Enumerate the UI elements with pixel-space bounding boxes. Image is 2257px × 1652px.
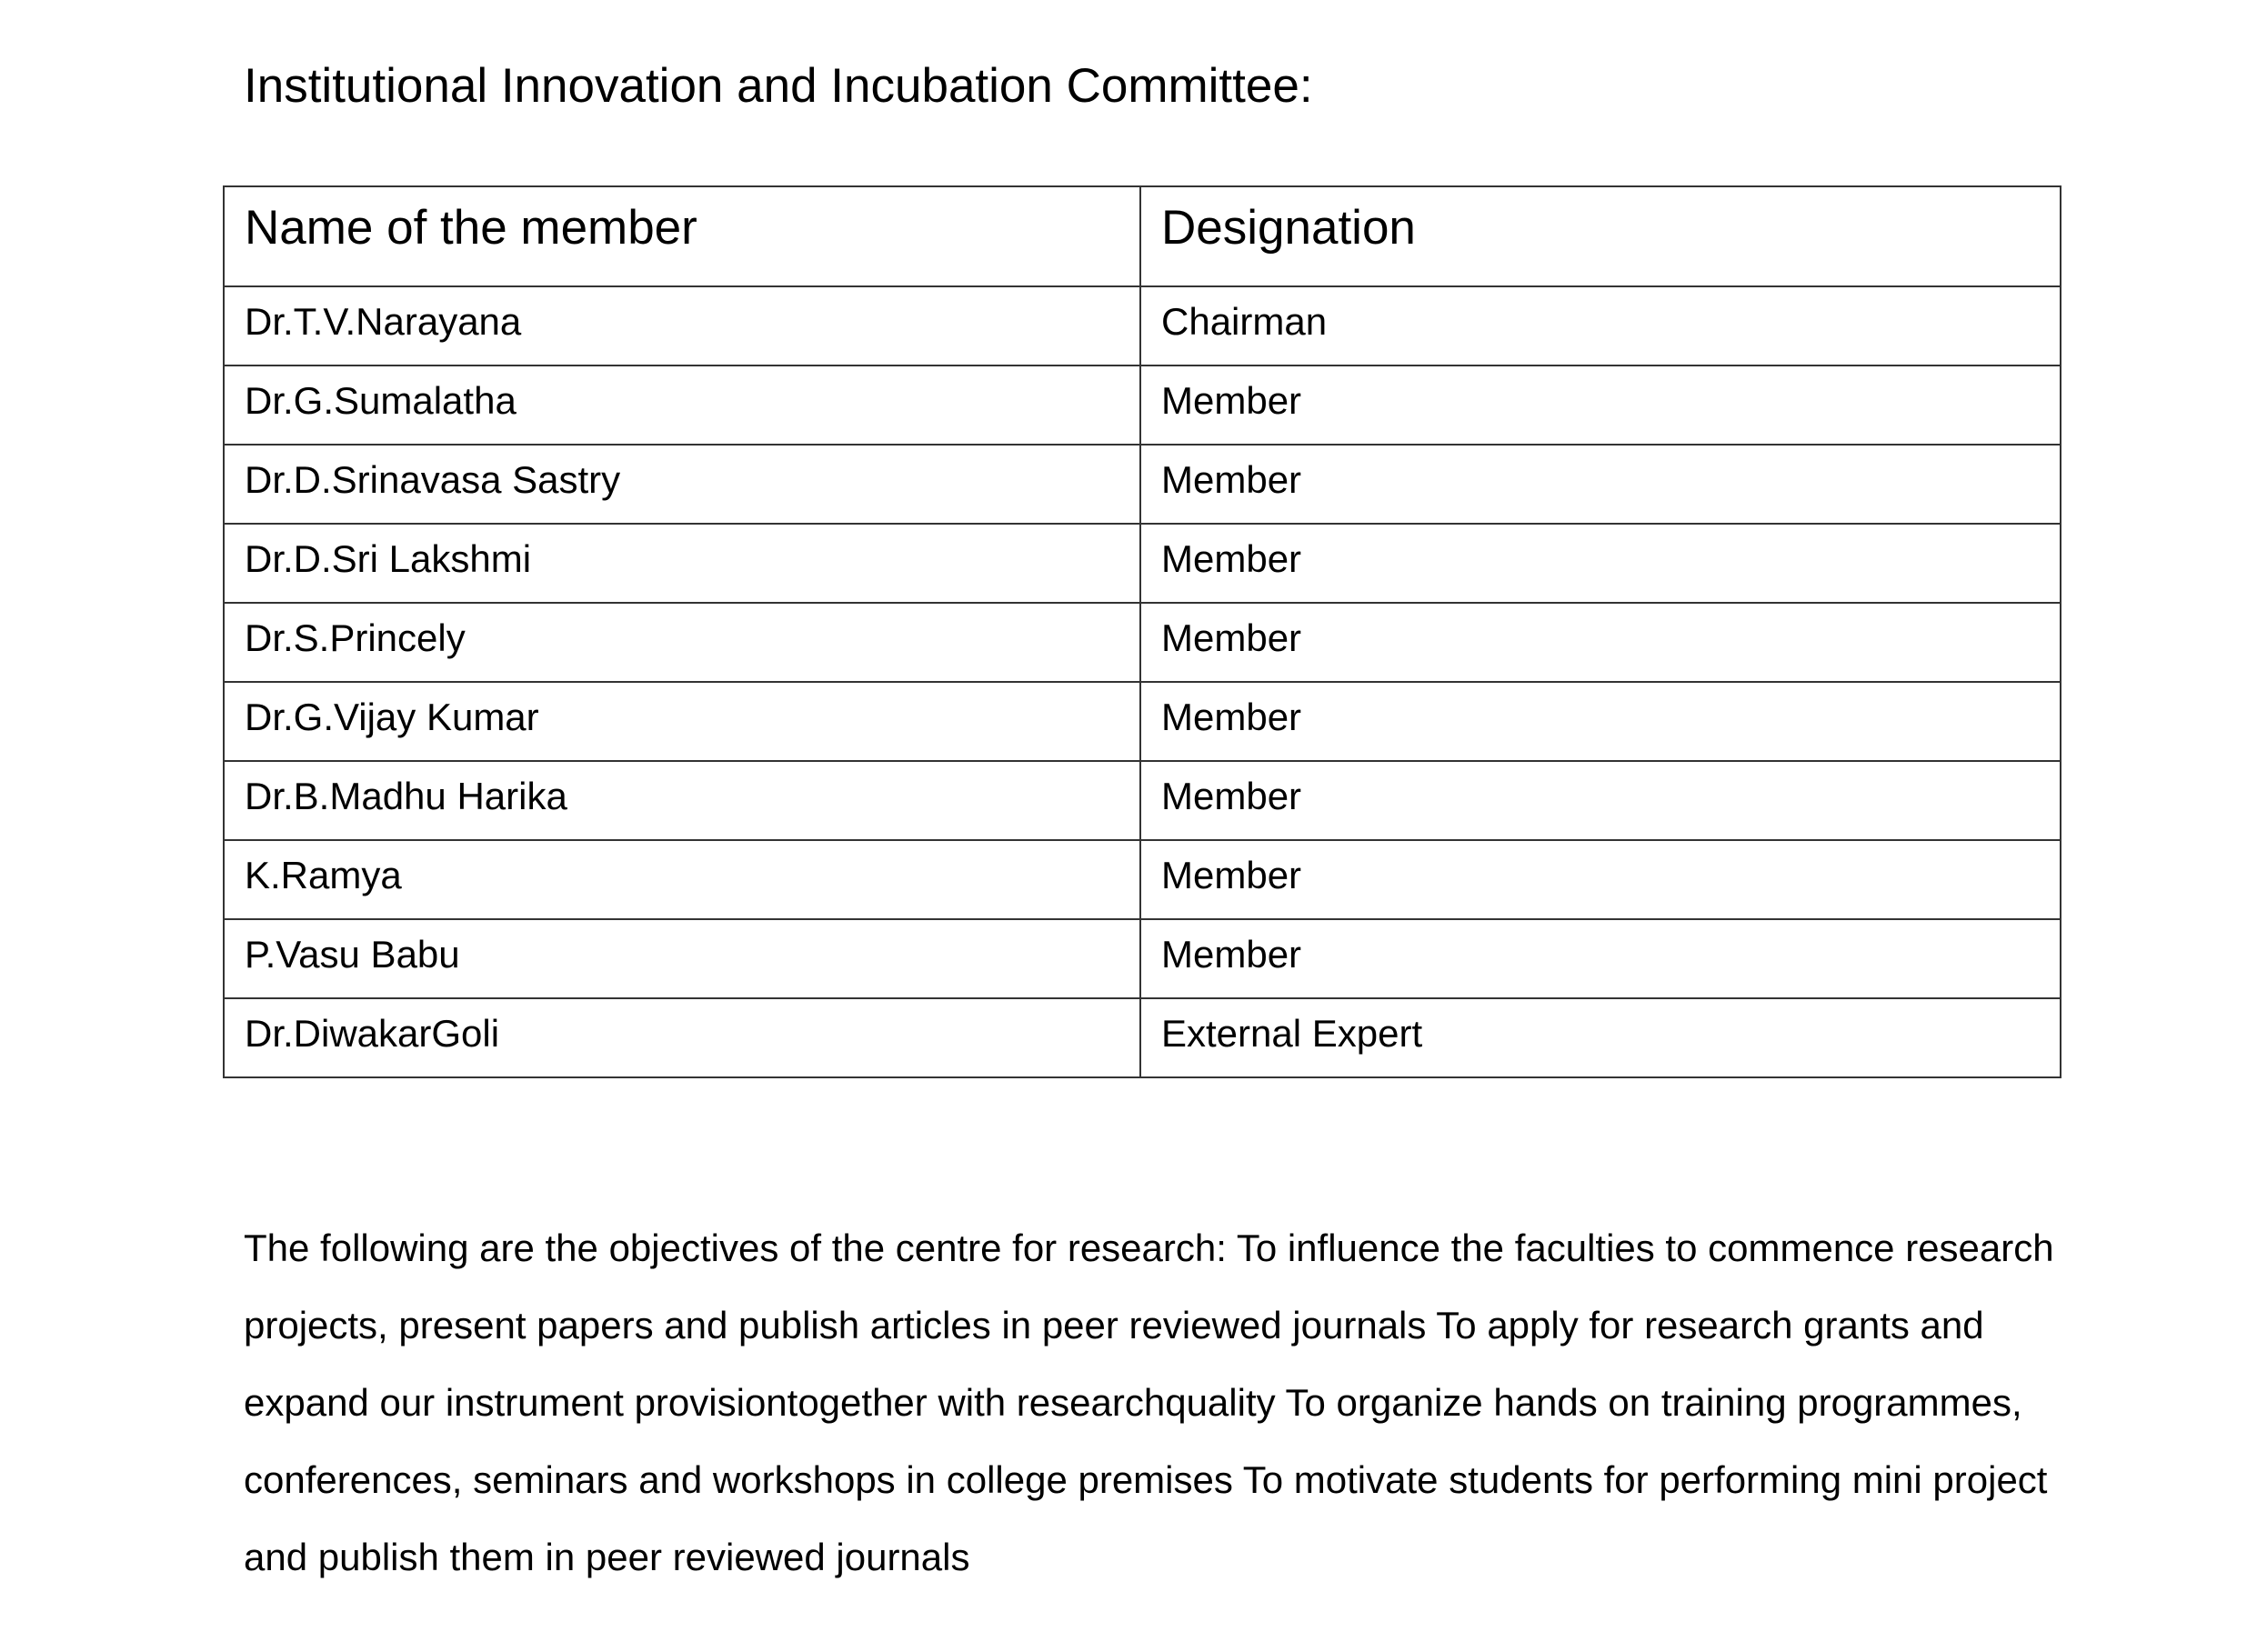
page-title: Institutional Innovation and Incubation Committee: (244, 59, 1313, 113)
table-row (224, 524, 2061, 603)
member-designation: Member (1140, 840, 2061, 919)
member-designation: External Expert (1140, 998, 2061, 1077)
member-designation: Member (1140, 524, 2061, 603)
column-header-designation: Designation (1140, 186, 2061, 286)
member-name: Dr.D.Sri Lakshmi (224, 524, 1140, 603)
objectives-paragraph: The following are the objectives of the centre for research: To influence the faculties to commence research projects, present papers and publish articles in peer reviewed journals To apply for research grants and expand our instrument provisiontogether with researchquality To organize hands on training programmes, conferences, seminars and workshops in college premises To motivate students for performing mini project and publish them in peer reviewed journals (244, 1226, 2054, 1578)
member-name: K.Ramya (224, 840, 1140, 919)
table-header-row (224, 186, 2061, 286)
member-designation: Member (1140, 445, 2061, 524)
member-name: Dr.D.Srinavasa Sastry (224, 445, 1140, 524)
table-row (224, 445, 2061, 524)
member-designation: Member (1140, 761, 2061, 840)
member-name: Dr.DiwakarGoli (224, 998, 1140, 1077)
member-name: Dr.G.Sumalatha (224, 365, 1140, 445)
member-designation: Member (1140, 603, 2061, 682)
table-row (224, 286, 2061, 365)
member-designation: Chairman (1140, 286, 2061, 365)
member-name: Dr.T.V.Narayana (224, 286, 1140, 365)
member-designation: Member (1140, 365, 2061, 445)
table-row (224, 919, 2061, 998)
member-designation: Member (1140, 682, 2061, 761)
table-row (224, 761, 2061, 840)
table-row (224, 682, 2061, 761)
member-designation: Member (1140, 919, 2061, 998)
table-row (224, 365, 2061, 445)
member-name: Dr.S.Princely (224, 603, 1140, 682)
member-name: Dr.G.Vijay Kumar (224, 682, 1140, 761)
member-name: Dr.B.Madhu Harika (224, 761, 1140, 840)
column-header-name: Name of the member (224, 186, 1140, 286)
table-row (224, 603, 2061, 682)
table-row (224, 998, 2061, 1077)
table-row (224, 840, 2061, 919)
member-name: P.Vasu Babu (224, 919, 1140, 998)
committee-members-table (223, 185, 2061, 1078)
